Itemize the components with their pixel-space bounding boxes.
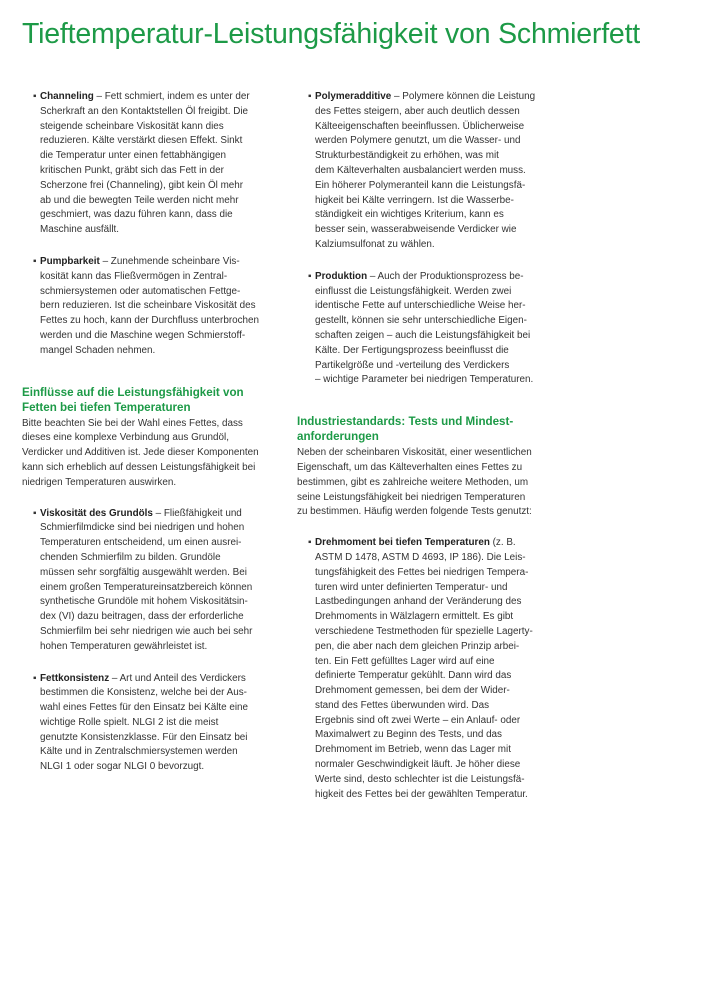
text-line: Temperaturen entscheidend, um einen ausrei- — [40, 537, 242, 549]
bullet-text: – Zunehmende scheinbare Vis- — [99, 255, 240, 267]
bullet-text: – Auch der Produktionsprozess be- — [367, 270, 524, 282]
text-line: müssen sehr sorgfältig ausgewählt werden. Bei — [40, 566, 247, 578]
text-line: ASTM D 1478, ASTM D 4693, IP 186). Die Leis- — [315, 551, 526, 563]
bullet-marker: ▪ — [33, 507, 37, 519]
bullet-item — [22, 507, 284, 655]
text-line: wichtige Rolle spielt. NLGI 2 ist die meist — [40, 716, 219, 728]
bullet-item — [22, 672, 284, 776]
section-heading — [297, 414, 555, 444]
text-line: bern reduzieren. Ist die scheinbare Viskosität des — [40, 300, 256, 312]
text-line: besser sein, wasserabweisende Verdicker wie — [315, 224, 517, 236]
text-line: dieses eine komplexe Verbindung aus Grundöl, — [22, 432, 229, 444]
text-line: Industriestandards: Tests und Mindest- — [297, 415, 514, 429]
bullet-marker: ▪ — [33, 91, 37, 102]
text-line: identische Fette auf unterschiedliche Weise her- — [315, 300, 526, 312]
text-line: hohen Temperaturen gewährleistet ist. — [40, 640, 208, 652]
text-line: stand des Fettes überwunden wird. Das — [315, 699, 490, 711]
text-line: schmiersystemen oder automatischen Fettge- — [40, 285, 241, 297]
text-line: verschiedene Testmethoden für spezielle Lagerty- — [315, 625, 533, 637]
bullet-marker: ▪ — [308, 91, 312, 102]
text-line — [315, 90, 555, 105]
text-line: Kälteeigenschaften beeinflussen. Üblicherweise — [315, 120, 525, 132]
text-line: Kälte und in Zentralschmiersystemen werden — [40, 746, 238, 758]
text-line: Verdicker und Additiven ist. Jede dieser Komponenten — [22, 447, 259, 459]
text-line: Eigenschaft, um das Kälteverhalten eines Fettes zu — [297, 461, 523, 473]
bullet-text: – Art und Anteil des Verdickers — [109, 672, 246, 684]
bullet-marker: ▪ — [33, 672, 37, 684]
text-line: niedrigen Temperaturen auswirken. — [22, 476, 177, 488]
text-line: ten. Ein Fett gefülltes Lager wird auf eine — [315, 655, 495, 667]
text-line: Ergebnis sind oft zwei Werte – ein Anlauf- oder — [315, 714, 521, 726]
text-line: Drehmoments in Wälzlagern ermittelt. Es gibt — [315, 611, 514, 623]
text-line: Fetten bei tiefen Temperaturen — [22, 400, 191, 414]
section-heading — [22, 385, 284, 415]
bullet-item — [297, 90, 555, 253]
text-line: chenden Schmierfilm zu bilden. Grundöle — [40, 551, 221, 563]
text-line: bestimmen, gibt es zahlreiche weitere Methoden, um — [297, 476, 529, 488]
text-line: kosität kann das Fließvermögen in Zentral- — [40, 270, 228, 282]
text-line: schaften zeigen – auch die Leistungsfähigkeit bei — [315, 329, 531, 341]
text-line: normaler Geschwindigkeit läuft. Je höher diese — [315, 759, 521, 771]
bullet-term: Channeling — [40, 91, 94, 102]
text-line: Maximalwert zu Beginn des Tests, und das — [315, 729, 502, 741]
text-line: Kalziumsulfonat zu wählen. — [315, 238, 435, 250]
bullet-item — [22, 90, 284, 238]
bullet-text: – Fett schmiert, indem es unter der — [93, 91, 250, 102]
text-line: Fettes zu hoch, kann der Durchfluss unterbrochen — [40, 315, 260, 327]
page-title: Tieftemperatur-Leistungsfähigkeit von Schmierfett — [22, 18, 641, 50]
text-line: des Fettes steigern, aber auch deutlich dessen — [315, 105, 520, 117]
text-line: Drehmoment gemessen, bei dem der Wider- — [315, 685, 510, 697]
left-column — [22, 90, 284, 792]
text-line: werden und die Maschine wegen Schmierstoff- — [40, 329, 246, 341]
text-line: seine Leistungsfähigkeit bei niedrigen Temperaturen — [297, 491, 526, 503]
bullet-text: – Polymere können die Leistung — [391, 91, 536, 102]
text-line — [40, 672, 284, 687]
bullet-term: Polymeradditive — [315, 91, 392, 102]
text-line: Scherzone frei (Channeling), gibt kein Öl mehr — [40, 179, 244, 191]
text-line: dem Kälteverhalten ausbalanciert werden muss. — [315, 164, 526, 176]
bullet-term: Fettkonsistenz — [40, 672, 110, 684]
text-line: Bitte beachten Sie bei der Wahl eines Fettes, dass — [22, 417, 243, 429]
bullet-term: Produktion — [315, 270, 368, 282]
text-line: kann sich erheblich auf dessen Leistungsfähigkeit bei — [22, 461, 256, 473]
text-line: turen wird unter definierten Temperatur- und — [315, 581, 508, 593]
bullet-list-bottom — [22, 507, 284, 776]
bullet-marker: ▪ — [308, 270, 312, 282]
bullet-term: Pumpbarkeit — [40, 255, 100, 267]
bullet-item — [297, 270, 555, 388]
text-line: Einflüsse auf die Leistungsfähigkeit von — [22, 385, 244, 399]
bullet-text: (z. B. — [489, 537, 516, 549]
bullet-list-top — [297, 90, 555, 388]
text-line: zu bestimmen. Häufig werden folgende Tests genutzt: — [297, 506, 532, 518]
text-line: genutzte Konsistenzklasse. Für den Einsatz bei — [40, 731, 248, 743]
text-line: ab und die bewegten Teile werden nicht mehr — [40, 194, 239, 206]
bullet-list-bottom — [297, 536, 555, 802]
text-line: bestimmen die Konsistenz, welche bei der Aus- — [40, 687, 247, 699]
text-line: tungsfähigkeit des Fettes bei niedrigen Tempera- — [315, 566, 529, 578]
bullet-term: Viskosität des Grundöls — [40, 507, 153, 519]
text-line: einem großen Temperatureinsatzbereich können — [40, 581, 253, 593]
text-line: Schmierfilmdicke sind bei niedrigen und hohen — [40, 522, 245, 534]
text-line: kritischen Punkt, gräbt sich das Fett in der — [40, 164, 224, 176]
text-line: Drehmoment im Betrieb, wenn das Lager mit — [315, 744, 511, 756]
text-line: Partikelgröße und -verteilung des Verdickers — [315, 359, 510, 371]
text-line: geschmiert, was dazu führen kann, dass die — [40, 209, 233, 221]
text-line: die Temperatur unter einen fettabhängigen — [40, 150, 226, 162]
intro-paragraph — [22, 417, 284, 491]
text-line: – wichtige Parameter bei niedrigen Temperaturen. — [315, 374, 534, 386]
text-line — [40, 507, 284, 522]
text-line: higkeit des Fettes bei der gewählten Temperatur. — [315, 788, 528, 800]
bullet-item — [22, 255, 284, 359]
text-line: Maschine ausfällt. — [40, 224, 120, 236]
text-line: pen, die aber nach dem gleichen Prinzip arbei- — [315, 640, 520, 652]
text-line — [315, 536, 555, 551]
text-line: steigende scheinbare Viskosität kann dies — [40, 120, 224, 132]
bullet-list-top — [22, 90, 284, 359]
text-line: werden Polymere genutzt, um die Wasser- und — [315, 135, 521, 147]
text-line: Kälte. Der Fertigungsprozess beeinflusst die — [315, 344, 509, 356]
bullet-text: – Fließfähigkeit und — [152, 507, 242, 519]
text-line: dex (VI) dazu beitragen, dass der erforderliche — [40, 611, 244, 623]
text-line: einflusst die Leistungsfähigkeit. Werden zwei — [315, 285, 512, 297]
text-line: Scherkraft an den Kontaktstellen Öl freigibt. Die — [40, 105, 249, 117]
text-line: NLGI 1 oder sogar NLGI 0 bevorzugt. — [40, 761, 205, 773]
text-line: Schmierfilm bei sehr niedrigen wie auch bei sehr — [40, 625, 253, 637]
text-line: mangel Schaden nehmen. — [40, 344, 156, 356]
bullet-marker: ▪ — [308, 537, 312, 549]
text-line: Neben der scheinbaren Viskosität, einer wesentlichen — [297, 447, 532, 459]
text-line — [315, 270, 555, 285]
text-line: Werte sind, desto schlechter ist die Leistungsfä- — [315, 773, 525, 785]
text-line: Lastbedingungen anhand der Veränderung des — [315, 596, 522, 608]
right-column — [297, 90, 555, 819]
text-line: synthetische Grundöle mit hohem Viskositätsin- — [40, 596, 248, 608]
text-line: anforderungen — [297, 430, 379, 444]
text-line — [40, 90, 284, 105]
bullet-term: Drehmoment bei tiefen Temperaturen — [315, 537, 490, 549]
text-line: wahl eines Fettes für den Einsatz bei Kälte eine — [40, 702, 249, 714]
bullet-marker: ▪ — [33, 255, 37, 267]
text-line: gestellt, können sie sehr unterschiedliche Eigen- — [315, 315, 527, 327]
text-line: Strukturbeständigkeit zu erhöhen, was mit — [315, 150, 499, 162]
text-line: reduzieren. Kälte verstärkt diesen Effekt. Sinkt — [40, 135, 243, 147]
bullet-item — [297, 536, 555, 802]
text-line: ständigkeit ein wichtiges Kriterium, kann es — [315, 209, 504, 221]
intro-paragraph — [297, 446, 555, 520]
text-line — [40, 255, 284, 270]
text-line: higkeit bei Kälte verringern. Ist die Wasserbe- — [315, 194, 514, 206]
text-line: definierte Temperatur gekühlt. Dann wird das — [315, 670, 512, 682]
text-line: Ein höherer Polymeranteil kann die Leistungsfä- — [315, 179, 526, 191]
